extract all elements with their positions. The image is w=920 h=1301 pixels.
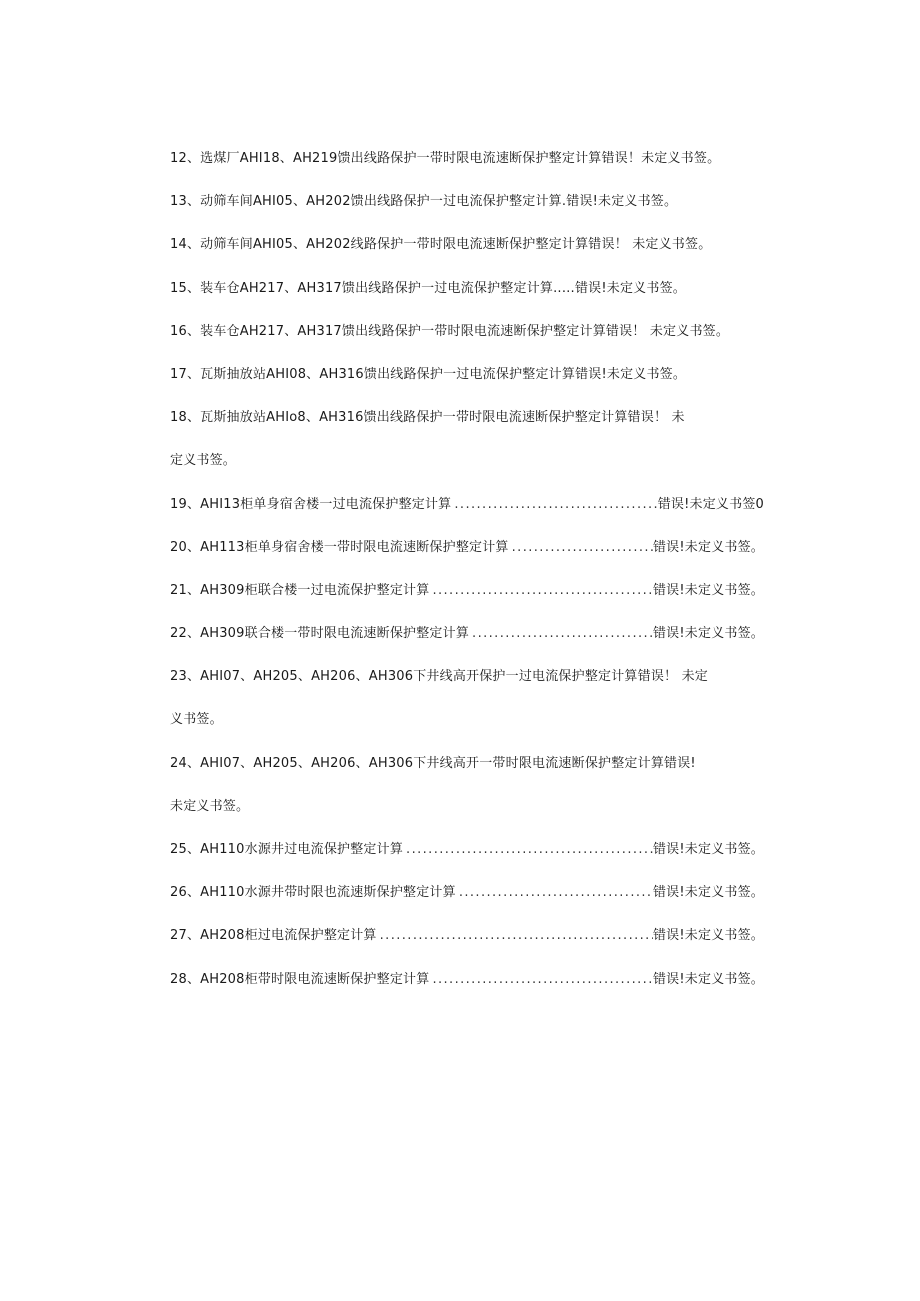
toc-leader-dots (509, 535, 653, 561)
toc-entry-title: 19、AHI13柜单身宿舍楼一过电流保护整定计算 (170, 496, 452, 512)
toc-leader-dots (456, 880, 653, 906)
toc-line[interactable]: 23、AHI07、AH205、AH206、AH306下井线高开保护一过电流保护整定计算错误！ 未定 (170, 669, 708, 685)
toc-entry-ref: 错误!未定义书签。 (652, 539, 764, 555)
toc-leader-dots (429, 578, 653, 604)
toc-line[interactable]: 15、装车仓AH217、AH317馈出线路保护一过电流保护整定计算..…错误!未定义书签。 (170, 280, 686, 296)
toc-entry-ref: 错误!未定义书签。 (652, 582, 764, 598)
toc-line[interactable]: 17、瓦斯抽放站AHI08、AH316馈出线路保护一过电流保护整定计算错误!未定义书签。 (170, 366, 687, 382)
toc-line[interactable]: 12、选煤厂AHI18、AH219馈出线路保护一带时限电流速断保护整定计算错误！未定义书签。 (170, 151, 721, 166)
toc-entry-title: 28、AH208柜带时限电流速断保护整定计算 (170, 971, 430, 987)
toc-entry-title: 26、AH110水源井带时限也流速斯保护整定计算 (170, 885, 456, 901)
toc-entry[interactable] (170, 578, 764, 621)
toc-leader-dots (451, 492, 657, 518)
toc-line[interactable]: 24、AHI07、AH205、AH206、AH306下井线高开一带时限电流速断保护整定计算错误! (170, 755, 696, 771)
toc-entry-ref: 错误!未定义书签。 (652, 971, 764, 987)
toc-entry[interactable] (170, 492, 764, 535)
toc-entry-title: 22、AH309联合楼一带时限电流速断保护整定计算 (170, 626, 470, 642)
table-of-contents (170, 146, 770, 1010)
toc-leader-dots (469, 621, 653, 647)
toc-line[interactable]: 18、瓦斯抽放站AHIo8、AH316馈出线路保护一带时限电流速断保护整定计算错误！ 未 (170, 410, 685, 426)
toc-line[interactable]: 13、动筛车间AHI05、AH202馈出线路保护一过电流保护整定计算.错误!未定义书签。 (170, 194, 678, 210)
toc-entry[interactable] (170, 535, 764, 578)
toc-line-continuation: 未定义书签。 (170, 798, 250, 814)
toc-line[interactable]: 14、动筛车间AHI05、AH202线路保护一带时限电流速断保护整定计算错误！ 未定义书签。 (170, 237, 712, 253)
toc-line-continuation: 定义书签。 (170, 453, 237, 469)
toc-leader-dots (429, 967, 653, 993)
toc-leader-dots (377, 923, 653, 949)
toc-entry-ref: 错误!未定义书签。 (652, 842, 764, 857)
toc-entry-ref: 错误!未定义书签。 (652, 885, 764, 901)
toc-entry[interactable] (170, 621, 764, 664)
toc-entry-ref: 错误!未定义书签。 (652, 928, 764, 944)
toc-entry[interactable] (170, 880, 764, 923)
toc-entry-ref: 错误!未定义书签0 (657, 496, 764, 512)
toc-entry-title: 21、AH309柜联合楼一过电流保护整定计算 (170, 582, 430, 598)
toc-entry-title: 20、AH113柜单身宿舍楼一带时限电流速断保护整定计算 (170, 539, 509, 555)
toc-line[interactable]: 16、装车仓AH217、AH317馈出线路保护一带时限电流速断保护整定计算错误！ 未定义书签。 (170, 323, 730, 339)
toc-entry[interactable] (170, 923, 764, 966)
toc-entry[interactable] (170, 837, 764, 880)
toc-leader-dots (403, 837, 653, 863)
toc-entry-title: 27、AH208柜过电流保护整定计算 (170, 928, 377, 944)
toc-entry-title: 25、AH110水源井过电流保护整定计算 (170, 842, 404, 857)
toc-line-continuation: 义书签。 (170, 712, 223, 728)
toc-entry[interactable] (170, 967, 764, 1010)
toc-entry-ref: 错误!未定义书签。 (652, 626, 764, 642)
